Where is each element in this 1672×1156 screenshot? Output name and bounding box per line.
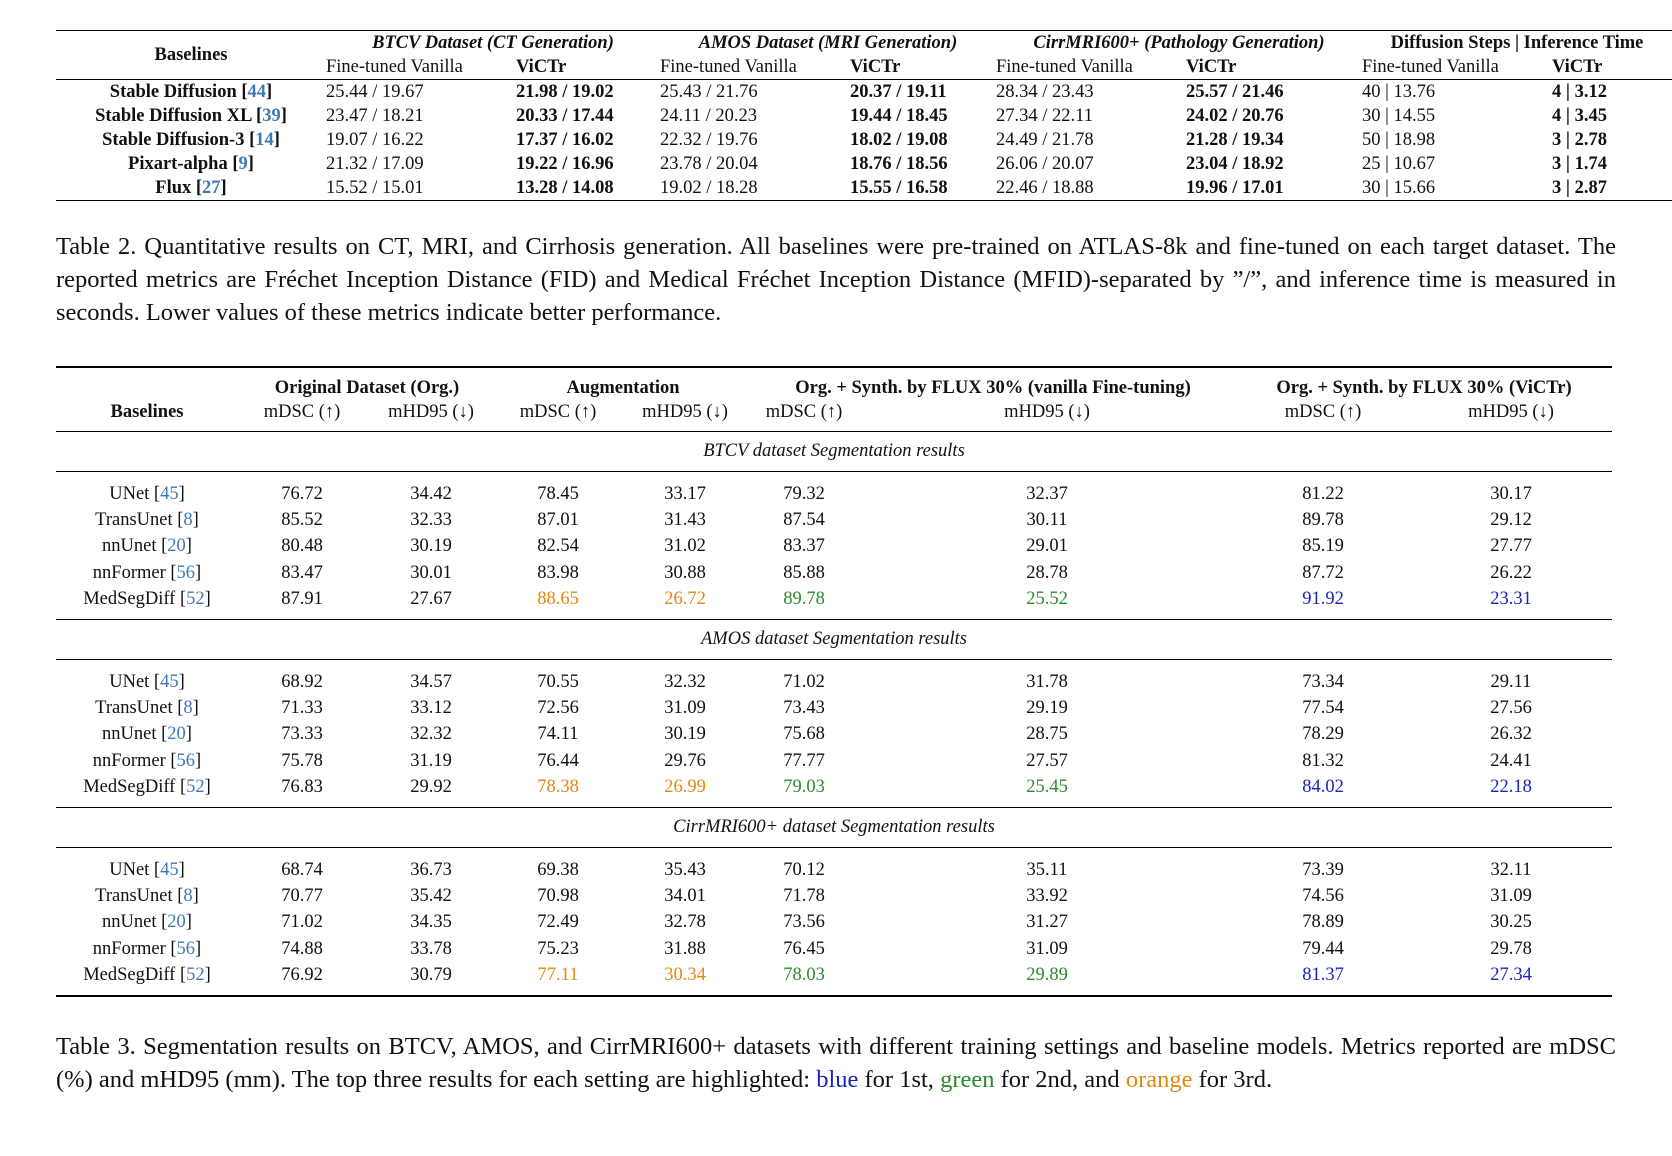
baseline-name: Stable Diffusion-3 [14] bbox=[102, 130, 280, 150]
mhd-header: mHD95 (↓) bbox=[388, 401, 474, 422]
metric-cell: 29.11 bbox=[1490, 671, 1532, 692]
citation-link[interactable]: 8 bbox=[183, 698, 193, 719]
cell: 25.44 / 19.67 bbox=[326, 80, 516, 105]
cell: 27.34 / 22.11 bbox=[996, 106, 1093, 126]
cell: 17.37 / 16.02 bbox=[516, 130, 614, 150]
citation-link[interactable]: 27 bbox=[202, 178, 221, 198]
metric-cell: 32.37 bbox=[1026, 483, 1068, 504]
metric-cell: 30.17 bbox=[1490, 483, 1532, 504]
citation-link[interactable]: 56 bbox=[176, 562, 196, 583]
cell: 3 | 2.78 bbox=[1552, 130, 1607, 150]
metric-cell: 79.03 bbox=[783, 777, 825, 798]
metric-cell: 36.73 bbox=[410, 859, 452, 880]
section-header-row bbox=[56, 619, 1612, 659]
metric-cell: 68.74 bbox=[281, 859, 323, 880]
t3-baselines-header: Baselines bbox=[110, 401, 184, 422]
table-row bbox=[56, 534, 1612, 560]
section-title: CirrMRI600+ dataset Segmentation results bbox=[56, 807, 1612, 847]
metric-cell: 31.19 bbox=[410, 750, 452, 771]
metric-cell: 85.19 bbox=[1302, 536, 1344, 557]
sub-header-vanilla: Fine-tuned Vanilla bbox=[660, 57, 797, 77]
cell: 24.49 / 21.78 bbox=[996, 130, 1094, 150]
table-row bbox=[56, 910, 1612, 936]
baseline-name: Pixart-alpha [9] bbox=[128, 154, 254, 174]
metric-cell: 32.33 bbox=[410, 510, 452, 531]
metric-cell: 79.32 bbox=[783, 483, 825, 504]
baseline-name: nnFormer [56] bbox=[92, 750, 202, 771]
mdsc-header: mDSC (↑) bbox=[765, 401, 843, 422]
metric-cell: 31.78 bbox=[1026, 671, 1068, 692]
metric-cell: 33.92 bbox=[1026, 885, 1068, 906]
metric-cell: 24.41 bbox=[1490, 750, 1532, 771]
metric-cell: 70.12 bbox=[783, 859, 825, 880]
metric-cell: 30.19 bbox=[410, 536, 452, 557]
sub-header-victr: ViCTr bbox=[850, 57, 901, 77]
cell: 4 | 3.12 bbox=[1552, 80, 1672, 105]
baseline-name: nnUnet [20] bbox=[102, 724, 192, 745]
citation-link[interactable]: 56 bbox=[176, 938, 196, 959]
metric-cell: 74.88 bbox=[281, 938, 323, 959]
citation-link[interactable]: 8 bbox=[183, 510, 193, 531]
metric-cell: 28.78 bbox=[1026, 562, 1068, 583]
table-row bbox=[56, 748, 1612, 774]
metric-cell: 29.92 bbox=[410, 777, 452, 798]
citation-link[interactable]: 52 bbox=[186, 777, 205, 798]
metric-cell: 75.68 bbox=[783, 724, 825, 745]
table-row bbox=[56, 695, 1612, 721]
time-group-header: Diffusion Steps | Inference Time bbox=[1362, 31, 1672, 56]
t3-group-victr: Org. + Synth. by FLUX 30% (ViCTr) bbox=[1236, 367, 1612, 399]
cell: 3 | 1.74 bbox=[1552, 154, 1607, 174]
baseline-name: nnUnet [20] bbox=[102, 912, 192, 933]
metric-cell: 83.98 bbox=[537, 562, 579, 583]
cell: 19.02 / 18.28 bbox=[660, 176, 850, 201]
metric-cell: 31.02 bbox=[664, 536, 706, 557]
metric-cell: 25.45 bbox=[1026, 777, 1068, 798]
metric-cell: 27.77 bbox=[1490, 536, 1532, 557]
metric-cell: 26.99 bbox=[664, 777, 706, 798]
mhd-header: mHD95 (↓) bbox=[642, 401, 728, 422]
cell: 28.34 / 23.43 bbox=[996, 80, 1186, 105]
metric-cell: 31.88 bbox=[664, 938, 706, 959]
cell: 21.32 / 17.09 bbox=[326, 154, 424, 174]
citation-link[interactable]: 20 bbox=[167, 536, 186, 557]
metric-cell: 73.39 bbox=[1302, 859, 1344, 880]
metric-cell: 27.56 bbox=[1490, 698, 1532, 719]
section-title: BTCV dataset Segmentation results bbox=[56, 432, 1612, 472]
table-row bbox=[56, 775, 1612, 808]
metric-cell: 34.35 bbox=[410, 912, 452, 933]
metric-cell: 33.12 bbox=[410, 698, 452, 719]
metric-cell: 31.09 bbox=[664, 698, 706, 719]
metric-cell: 74.11 bbox=[537, 724, 579, 745]
cell: 25.43 / 21.76 bbox=[660, 80, 850, 105]
metric-cell: 83.47 bbox=[281, 562, 323, 583]
metric-cell: 30.88 bbox=[664, 562, 706, 583]
metric-cell: 88.65 bbox=[537, 589, 579, 610]
metric-cell: 23.31 bbox=[1490, 589, 1532, 610]
mhd-header: mHD95 (↓) bbox=[1468, 401, 1554, 422]
sub-header-victr: ViCTr bbox=[516, 57, 567, 77]
metric-cell: 30.19 bbox=[664, 724, 706, 745]
metric-cell: 77.77 bbox=[783, 750, 825, 771]
cell: 24.11 / 20.23 bbox=[660, 106, 757, 126]
citation-link[interactable]: 44 bbox=[247, 82, 267, 102]
cell: 21.28 / 19.34 bbox=[1186, 130, 1284, 150]
citation-link[interactable]: 45 bbox=[160, 483, 179, 504]
metric-cell: 70.98 bbox=[537, 885, 579, 906]
citation-link[interactable]: 20 bbox=[167, 724, 186, 745]
baseline-name: UNet [45] bbox=[109, 483, 185, 504]
table-row bbox=[56, 472, 1612, 508]
metric-cell: 79.44 bbox=[1302, 938, 1344, 959]
mdsc-header: mDSC (↑) bbox=[263, 401, 341, 422]
baseline-name: MedSegDiff [52] bbox=[83, 589, 211, 610]
metric-cell: 89.78 bbox=[783, 589, 825, 610]
baseline-name: MedSegDiff [52] bbox=[83, 777, 211, 798]
cirr-group-header: CirrMRI600+ (Pathology Generation) bbox=[996, 31, 1362, 56]
metric-cell: 68.92 bbox=[281, 671, 323, 692]
metric-cell: 31.09 bbox=[1490, 885, 1532, 906]
metric-cell: 91.92 bbox=[1302, 589, 1344, 610]
metric-cell: 87.91 bbox=[281, 589, 323, 610]
metric-cell: 27.57 bbox=[1026, 750, 1068, 771]
metric-cell: 73.33 bbox=[281, 724, 323, 745]
cell: 21.98 / 19.02 bbox=[516, 80, 660, 105]
amos-group-header: AMOS Dataset (MRI Generation) bbox=[660, 31, 996, 56]
cell: 20.37 / 19.11 bbox=[850, 80, 996, 105]
citation-link[interactable]: 45 bbox=[160, 859, 179, 880]
metric-cell: 74.56 bbox=[1302, 885, 1344, 906]
metric-cell: 84.02 bbox=[1302, 777, 1344, 798]
metric-cell: 70.55 bbox=[537, 671, 579, 692]
metric-cell: 34.42 bbox=[410, 483, 452, 504]
metric-cell: 76.44 bbox=[537, 750, 579, 771]
table-row bbox=[56, 936, 1612, 962]
metric-cell: 87.01 bbox=[537, 510, 579, 531]
metric-cell: 85.52 bbox=[281, 510, 323, 531]
metric-cell: 75.78 bbox=[281, 750, 323, 771]
metric-cell: 30.79 bbox=[366, 962, 496, 995]
metric-cell: 73.43 bbox=[783, 698, 825, 719]
legend-orange: orange bbox=[1125, 1066, 1193, 1093]
citation-link[interactable]: 52 bbox=[186, 589, 205, 610]
citation-link[interactable]: 14 bbox=[255, 130, 274, 150]
metric-cell: 78.03 bbox=[750, 962, 858, 995]
metric-cell: 26.32 bbox=[1490, 724, 1532, 745]
cell: 20.33 / 17.44 bbox=[516, 106, 614, 126]
citation-link[interactable]: 52 bbox=[186, 965, 205, 986]
baseline-name: Flux [27] bbox=[56, 176, 326, 201]
citation-link[interactable]: 8 bbox=[183, 885, 193, 906]
table-3 bbox=[56, 366, 1612, 997]
metric-cell: 30.01 bbox=[410, 562, 452, 583]
baseline-name: TransUnet [8] bbox=[95, 885, 199, 906]
sub-header-vanilla: Fine-tuned Vanilla bbox=[1362, 57, 1499, 77]
metric-cell: 69.38 bbox=[537, 859, 579, 880]
cell: 19.96 / 17.01 bbox=[1186, 176, 1362, 201]
cell: 23.04 / 18.92 bbox=[1186, 154, 1284, 174]
metric-cell: 71.02 bbox=[783, 671, 825, 692]
metric-cell: 32.11 bbox=[1490, 859, 1532, 880]
section-title: AMOS dataset Segmentation results bbox=[56, 619, 1612, 659]
metric-cell: 76.92 bbox=[238, 962, 366, 995]
t3-group-aug: Augmentation bbox=[496, 367, 750, 399]
cell: 50 | 18.98 bbox=[1362, 130, 1436, 150]
baseline-name: nnFormer [56] bbox=[92, 562, 202, 583]
metric-cell: 29.89 bbox=[858, 962, 1236, 995]
metric-cell: 78.89 bbox=[1302, 912, 1344, 933]
legend-blue: blue bbox=[816, 1066, 859, 1093]
metric-cell: 26.22 bbox=[1490, 562, 1532, 583]
baseline-name: MedSegDiff [52] bbox=[56, 962, 238, 995]
metric-cell: 76.72 bbox=[281, 483, 323, 504]
baseline-name: nnUnet [20] bbox=[102, 536, 192, 557]
metric-cell: 33.17 bbox=[664, 483, 706, 504]
cell: 15.55 / 16.58 bbox=[850, 176, 996, 201]
table-2 bbox=[56, 30, 1672, 201]
metric-cell: 77.54 bbox=[1302, 698, 1344, 719]
cell: 18.02 / 19.08 bbox=[850, 130, 948, 150]
metric-cell: 73.56 bbox=[783, 912, 825, 933]
metric-cell: 29.19 bbox=[1026, 698, 1068, 719]
table-row bbox=[56, 847, 1612, 883]
t3-group-vanilla: Org. + Synth. by FLUX 30% (vanilla Fine-tuning) bbox=[750, 367, 1236, 399]
sub-header-victr: ViCTr bbox=[1552, 57, 1603, 77]
cell: 23.47 / 18.21 bbox=[326, 106, 424, 126]
metric-cell: 89.78 bbox=[1302, 510, 1344, 531]
metric-cell: 81.37 bbox=[1236, 962, 1410, 995]
cell: 26.06 / 20.07 bbox=[996, 154, 1094, 174]
metric-cell: 35.43 bbox=[664, 859, 706, 880]
metric-cell: 78.38 bbox=[537, 777, 579, 798]
metric-cell: 33.78 bbox=[410, 938, 452, 959]
table-row bbox=[56, 883, 1612, 909]
table-row bbox=[56, 962, 1612, 995]
metric-cell: 82.54 bbox=[537, 536, 579, 557]
cell: 19.07 / 16.22 bbox=[326, 130, 424, 150]
table-row bbox=[56, 722, 1612, 748]
metric-cell: 73.34 bbox=[1302, 671, 1344, 692]
metric-cell: 30.11 bbox=[1026, 510, 1068, 531]
metric-cell: 32.32 bbox=[410, 724, 452, 745]
metric-cell: 70.77 bbox=[281, 885, 323, 906]
metric-cell: 78.45 bbox=[537, 483, 579, 504]
metric-cell: 31.43 bbox=[664, 510, 706, 531]
metric-cell: 30.25 bbox=[1490, 912, 1532, 933]
metric-cell: 32.32 bbox=[664, 671, 706, 692]
baseline-name: Stable Diffusion [44] bbox=[56, 80, 326, 105]
metric-cell: 25.52 bbox=[1026, 589, 1068, 610]
cell: 23.78 / 20.04 bbox=[660, 154, 758, 174]
cell: 22.32 / 19.76 bbox=[660, 130, 758, 150]
legend-green: green bbox=[940, 1066, 995, 1093]
cell: 40 | 13.76 bbox=[1362, 80, 1552, 105]
table-2-caption: Table 2. Quantitative results on CT, MRI, and Cirrhosis generation. All baselines were pre-trained on ATLAS-8k and fine-tuned on each target dataset. The reported metrics are Fréchet Inception Distance (FID) and Medical Fréchet Inception Distance (MFID)-separated by ”/”, and inference time is measured in seconds. Lower values of these metrics indicate better performance. bbox=[56, 233, 1616, 326]
cell: 18.76 / 18.56 bbox=[850, 154, 948, 174]
sub-header-vanilla: Fine-tuned Vanilla bbox=[326, 57, 463, 77]
metric-cell: 30.34 bbox=[620, 962, 750, 995]
metric-cell: 29.01 bbox=[1026, 536, 1068, 557]
cell: 19.22 / 16.96 bbox=[516, 154, 614, 174]
sub-header-vanilla: Fine-tuned Vanilla bbox=[996, 57, 1133, 77]
baselines-header: Baselines bbox=[56, 31, 326, 80]
section-header-row bbox=[56, 432, 1612, 472]
metric-cell: 72.56 bbox=[537, 698, 579, 719]
metric-cell: 87.72 bbox=[1302, 562, 1344, 583]
cell: 13.28 / 14.08 bbox=[516, 176, 660, 201]
citation-link[interactable]: 9 bbox=[238, 154, 248, 174]
citation-link[interactable]: 39 bbox=[262, 106, 281, 126]
metric-cell: 29.76 bbox=[664, 750, 706, 771]
cell: 4 | 3.45 bbox=[1552, 106, 1607, 126]
metric-cell: 29.12 bbox=[1490, 510, 1532, 531]
mdsc-header: mDSC (↑) bbox=[1284, 401, 1362, 422]
metric-cell: 81.32 bbox=[1302, 750, 1344, 771]
citation-link[interactable]: 20 bbox=[167, 912, 186, 933]
table-row bbox=[56, 659, 1612, 695]
sub-header-victr: ViCTr bbox=[1186, 57, 1237, 77]
baseline-name: UNet [45] bbox=[109, 671, 185, 692]
cell: 19.44 / 18.45 bbox=[850, 106, 948, 126]
metric-cell: 28.75 bbox=[1026, 724, 1068, 745]
metric-cell: 83.37 bbox=[783, 536, 825, 557]
section-header-row bbox=[56, 807, 1612, 847]
cell: 22.46 / 18.88 bbox=[996, 176, 1186, 201]
baseline-name: Stable Diffusion XL [39] bbox=[95, 106, 287, 126]
metric-cell: 27.67 bbox=[410, 589, 452, 610]
metric-cell: 81.22 bbox=[1302, 483, 1344, 504]
citation-link[interactable]: 45 bbox=[160, 671, 179, 692]
metric-cell: 77.11 bbox=[496, 962, 620, 995]
citation-link[interactable]: 56 bbox=[176, 750, 196, 771]
table-3-caption: Table 3. Segmentation results on BTCV, AMOS, and CirrMRI600+ datasets with different training settings and baseline models. Metrics reported are mDSC (%) and mHD95 (mm). The top three results for each setting are highlighted: blue for 1st, green for 2nd, and orange for 3rd. bbox=[56, 1033, 1616, 1093]
metric-cell: 85.88 bbox=[783, 562, 825, 583]
metric-cell: 27.34 bbox=[1410, 962, 1612, 995]
cell: 25.57 / 21.46 bbox=[1186, 80, 1362, 105]
cell: 30 | 14.55 bbox=[1362, 106, 1436, 126]
metric-cell: 72.49 bbox=[537, 912, 579, 933]
metric-cell: 71.33 bbox=[281, 698, 323, 719]
t3-group-org: Original Dataset (Org.) bbox=[238, 367, 496, 399]
baseline-name: nnFormer [56] bbox=[92, 938, 202, 959]
metric-cell: 31.09 bbox=[1026, 938, 1068, 959]
metric-cell: 71.78 bbox=[783, 885, 825, 906]
metric-cell: 76.83 bbox=[281, 777, 323, 798]
table-row bbox=[56, 587, 1612, 620]
metric-cell: 31.27 bbox=[1026, 912, 1068, 933]
metric-cell: 26.72 bbox=[664, 589, 706, 610]
metric-cell: 34.01 bbox=[664, 885, 706, 906]
metric-cell: 76.45 bbox=[783, 938, 825, 959]
mdsc-header: mDSC (↑) bbox=[519, 401, 597, 422]
metric-cell: 35.11 bbox=[1026, 859, 1068, 880]
metric-cell: 32.78 bbox=[664, 912, 706, 933]
table-row bbox=[56, 560, 1612, 586]
btcv-group-header: BTCV Dataset (CT Generation) bbox=[326, 31, 660, 56]
cell: 25 | 10.67 bbox=[1362, 154, 1436, 174]
cell: 24.02 / 20.76 bbox=[1186, 106, 1284, 126]
cell: 3 | 2.87 bbox=[1552, 176, 1672, 201]
metric-cell: 29.78 bbox=[1490, 938, 1532, 959]
metric-cell: 35.42 bbox=[410, 885, 452, 906]
metric-cell: 75.23 bbox=[537, 938, 579, 959]
mhd-header: mHD95 (↓) bbox=[1004, 401, 1090, 422]
metric-cell: 78.29 bbox=[1302, 724, 1344, 745]
metric-cell: 22.18 bbox=[1490, 777, 1532, 798]
baseline-name: TransUnet [8] bbox=[95, 698, 199, 719]
metric-cell: 87.54 bbox=[783, 510, 825, 531]
metric-cell: 71.02 bbox=[281, 912, 323, 933]
metric-cell: 34.57 bbox=[410, 671, 452, 692]
metric-cell: 80.48 bbox=[281, 536, 323, 557]
baseline-name: UNet [45] bbox=[109, 859, 185, 880]
table-row bbox=[56, 507, 1612, 533]
baseline-name: TransUnet [8] bbox=[95, 510, 199, 531]
cell: 30 | 15.66 bbox=[1362, 176, 1552, 201]
cell: 15.52 / 15.01 bbox=[326, 176, 516, 201]
